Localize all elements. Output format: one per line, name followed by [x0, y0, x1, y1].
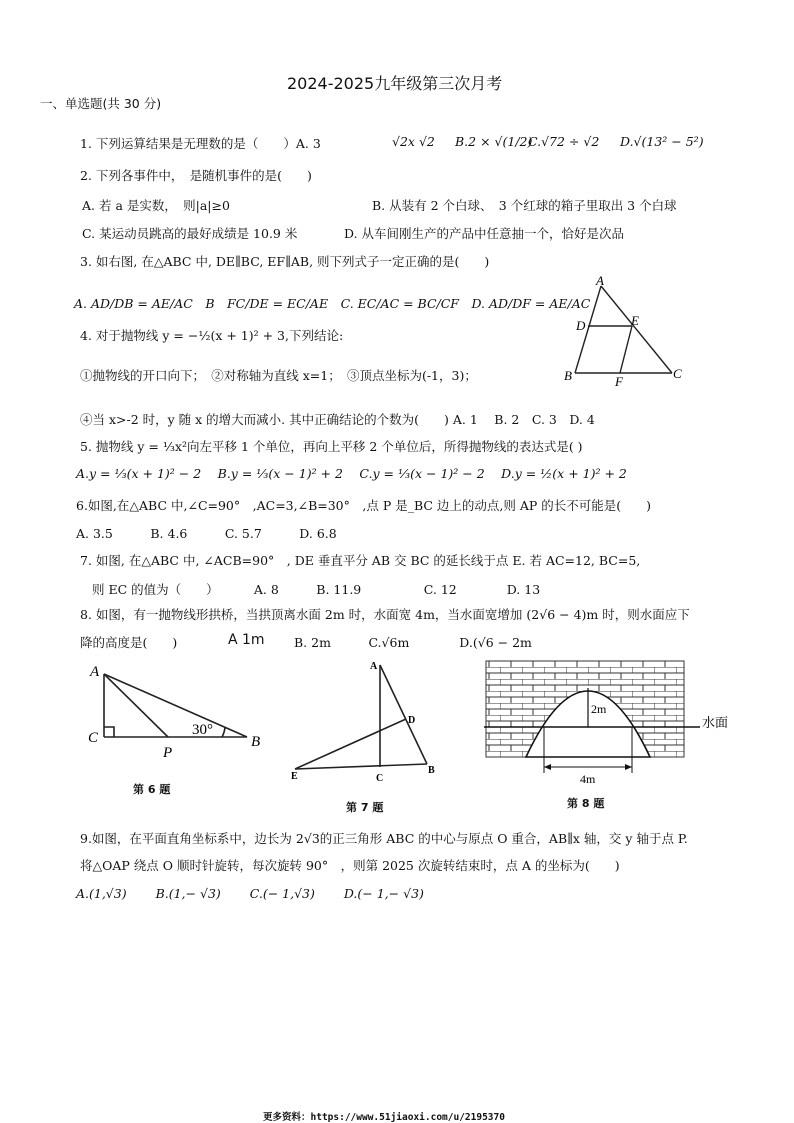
- q7-line2: 则 EC 的值为（ ） A. 8 B. 11.9 C. 12 D. 13: [92, 582, 541, 597]
- q5-options: A.y = ⅓(x + 1)² − 2 B.y = ⅓(x − 1)² + 2 C.y = ⅓(x − 1)² − 2 D.y = ½(x + 1)² + 2: [76, 466, 627, 481]
- label-p: P: [163, 745, 173, 760]
- angle-label: 30°: [192, 722, 213, 738]
- footer-link[interactable]: 更多资料：https://www.51jiaoxi.com/u/2195370: [263, 1112, 505, 1123]
- page-title: 2024-2025九年级第三次月考: [287, 74, 503, 93]
- figure-q8-bridge: [478, 655, 738, 790]
- figure-caption: 第 7 题: [346, 801, 384, 814]
- label-b: B: [251, 734, 261, 750]
- q2-option-d: D. 从车间刚生产的产品中任意抽一个，恰好是次品: [344, 226, 625, 241]
- width-label: 4m: [580, 772, 596, 786]
- q5-stem: 5. 抛物线 y = ⅓x²向左平移 1 个单位，再向上平移 2 个单位后，所得抛物线的表达式是( ): [80, 439, 583, 454]
- q4-line2: ④当 x>-2 时，y 随 x 的增大而减小. 其中正确结论的个数为( ) A. 1 B. 2 C. 3 D. 4: [80, 412, 595, 427]
- label-c: C: [88, 730, 99, 746]
- q4-line1: ①抛物线的开口向下； ②对称轴为直线 x=1； ③顶点坐标为(-1，3)；: [80, 368, 477, 383]
- label-d: D: [408, 715, 416, 726]
- height-label: 2m: [591, 702, 607, 716]
- q1-stem: 1. 下列运算结果是无理数的是（ ）A. 3: [80, 136, 321, 151]
- q8-line2a: 降的高度是( ): [80, 635, 178, 650]
- q1-option: D.√(13² − 5²): [620, 134, 704, 149]
- label-e: E: [631, 313, 639, 328]
- q9-line1: 9.如图，在平面直角坐标系中，边长为 2√3的正三角形 ABC 的中心与原点 O 重合，AB∥x 轴，交 y 轴于点 P.: [80, 831, 688, 846]
- q2-stem: 2. 下列各事件中， 是随机事件的是( ): [80, 168, 312, 183]
- water-label: 水面: [702, 715, 729, 730]
- label-a: A: [596, 273, 604, 288]
- label-a: A: [90, 664, 100, 680]
- figure-caption: 第 8 题: [567, 797, 605, 810]
- section-heading: 一、单选题(共 30 分): [40, 96, 162, 111]
- label-d: D: [576, 318, 586, 333]
- q8-line1: 8. 如图，有一抛物线形拱桥，当拱顶离水面 2m 时，水面宽 4m，当水面宽增加 (2√6 − 4)m 时，则水面应下: [80, 607, 690, 622]
- q2-option-b: B. 从装有 2 个白球、 3 个红球的箱子里取出 3 个白球: [372, 198, 677, 213]
- figure-caption: 第 6 题: [133, 783, 171, 796]
- label-b: B: [428, 765, 435, 776]
- figure-q6-triangle: [82, 660, 272, 760]
- label-a: A: [370, 661, 378, 672]
- label-c: C: [673, 366, 682, 381]
- q6-stem: 6.如图,在△ABC 中,∠C=90° ,AC=3,∠B=30° ,点 P 是_BC 边上的动点,则 AP 的长不可能是( ): [76, 498, 652, 513]
- q8-line2b: B. 2m C.√6m D.(√6 − 2m: [294, 635, 532, 650]
- q6-options: A. 3.5 B. 4.6 C. 5.7 D. 6.8: [76, 526, 337, 541]
- q3-stem: 3. 如右图, 在△ABC 中, DE∥BC, EF∥AB, 则下列式子一定正确的是( ): [80, 254, 490, 269]
- q4-stem: 4. 对于抛物线 y = −½(x + 1)² + 3,下列结论:: [80, 328, 344, 343]
- q1-option: √2x √2: [392, 134, 435, 149]
- label-c: C: [376, 773, 384, 784]
- q3-options: A. AD/DB = AE/AC B FC/DE = EC/AE C. EC/AC = BC/CF D. AD/DF = AE/AC: [74, 296, 591, 311]
- handwritten-answer: A 1m: [228, 632, 265, 648]
- q7-line1: 7. 如图, 在△ABC 中, ∠ACB=90° , DE 垂直平分 AB 交 BC 的延长线于点 E. 若 AC=12, BC=5,: [80, 553, 641, 568]
- figure-q7-triangle: [285, 655, 445, 785]
- q1-option: C.√72 ÷ √2: [528, 134, 600, 149]
- q9-line2: 将△OAP 绕点 O 顺时针旋转，每次旋转 90° ，则第 2025 次旋转结束时，点 A 的坐标为( ): [80, 858, 620, 873]
- label-e: E: [291, 771, 298, 782]
- q2-option-c: C. 某运动员跳高的最好成绩是 10.9 米: [82, 226, 298, 241]
- q2-option-a: A. 若 a 是实数， 则|a|≥0: [82, 198, 230, 213]
- q1-option: B.2 × √(1/2): [455, 134, 533, 149]
- label-b: B: [564, 368, 572, 383]
- label-f: F: [615, 374, 623, 389]
- figure-q3-triangle: [560, 272, 690, 392]
- q9-options: A.(1,√3) B.(1,− √3) C.(− 1,√3) D.(− 1,− √3): [76, 886, 424, 901]
